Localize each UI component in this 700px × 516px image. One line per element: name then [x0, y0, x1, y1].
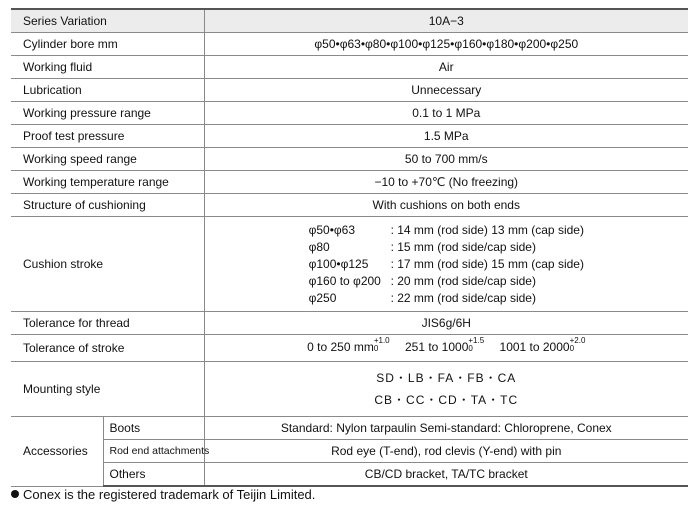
cushion-structure-row — [11, 194, 688, 217]
stroke-tolerance-label: Tolerance of stroke — [11, 335, 204, 362]
tolerance-fraction — [374, 337, 390, 353]
series-label: Series Variation — [11, 9, 204, 33]
bullet-icon — [11, 490, 19, 498]
cushion-stroke-row — [11, 217, 688, 312]
mounting-label: Mounting style — [11, 362, 204, 417]
cushion-stroke-length: : 17 mm (rod side) 15 mm (cap side) — [390, 256, 584, 271]
cushion-stroke-line — [309, 239, 584, 256]
temperature-label: Working temperature range — [11, 171, 204, 194]
others-label: Others — [103, 463, 204, 487]
stroke-tolerance-value — [204, 335, 688, 362]
thread-value: JIS6g/6H — [204, 312, 688, 335]
footnote-text: Conex is the registered trademark of Teijin Limited. — [23, 487, 316, 502]
accessories-label: Accessories — [11, 417, 103, 487]
cushion-stroke-label: Cushion stroke — [11, 217, 204, 312]
tolerance-fraction — [468, 337, 484, 353]
bore-value: φ50•φ63•φ80•φ100•φ125•φ160•φ180•φ200•φ250 — [204, 33, 688, 56]
tolerance-lower: 0 — [373, 344, 379, 353]
fluid-value: Air — [204, 56, 688, 79]
cushion-bore-size: φ80 — [308, 239, 330, 254]
lubrication-row — [11, 79, 688, 102]
temperature-value: −10 to +70℃ (No freezing) — [204, 171, 688, 194]
cushion-structure-value: With cushions on both ends — [204, 194, 688, 217]
specification-table — [11, 8, 688, 487]
lubrication-label: Lubrication — [11, 79, 204, 102]
pressure-label: Working pressure range — [11, 102, 204, 125]
proof-value: 1.5 MPa — [204, 125, 688, 148]
thread-row — [11, 312, 688, 335]
stroke-range: 0 to 250 mm — [307, 340, 374, 355]
cushion-bore-size: φ50•φ63 — [308, 222, 356, 237]
cushion-stroke-line — [309, 273, 584, 290]
thread-label: Tolerance for thread — [11, 312, 204, 335]
mounting-value — [204, 362, 688, 417]
pressure-value: 0.1 to 1 MPa — [204, 102, 688, 125]
footnote — [11, 487, 315, 502]
cushion-bore-size: φ100•φ125 — [308, 256, 369, 271]
cushion-stroke-value — [204, 217, 688, 312]
cushion-stroke-line — [309, 222, 584, 239]
cushion-stroke-length: : 20 mm (rod side/cap side) — [390, 273, 536, 288]
tolerance-upper: +1.0 — [373, 336, 390, 345]
mounting-row — [11, 362, 688, 417]
cushion-stroke-line — [309, 290, 584, 307]
speed-row — [11, 148, 688, 171]
boots-value: Standard: Nylon tarpaulin Semi-standard: Chloroprene, Conex — [204, 417, 688, 440]
stroke-range: 251 to 1000 — [404, 340, 469, 355]
stroke-tolerance-row — [11, 335, 688, 362]
stroke-range: 1001 to 2000 — [499, 340, 570, 355]
accessories-rod-end-row — [11, 440, 688, 463]
tolerance-lower: 0 — [468, 344, 473, 353]
bore-label: Cylinder bore mm — [11, 33, 204, 56]
tolerance-lower: 0 — [569, 344, 575, 353]
cushion-structure-label: Structure of cushioning — [11, 194, 204, 217]
mounting-line-1: SD・LB・FA・FB・CA — [376, 371, 517, 385]
cushion-bore-size: φ250 — [308, 290, 337, 305]
tolerance-upper: +1.5 — [468, 336, 485, 345]
speed-value: 50 to 700 mm/s — [204, 148, 688, 171]
temperature-row — [11, 171, 688, 194]
series-row — [11, 9, 688, 33]
cushion-stroke-line — [309, 256, 584, 273]
proof-row — [11, 125, 688, 148]
accessories-boots-row — [11, 417, 688, 440]
accessories-others-row — [11, 463, 688, 487]
lubrication-value: Unnecessary — [204, 79, 688, 102]
cushion-stroke-length: : 14 mm (rod side) 13 mm (cap side) — [390, 222, 584, 237]
fluid-label: Working fluid — [11, 56, 204, 79]
stroke-tolerance-item — [499, 336, 586, 355]
tolerance-upper: +2.0 — [569, 336, 586, 345]
rod-end-value: Rod eye (T-end), rod clevis (Y-end) with pin — [204, 440, 688, 463]
stroke-tolerance-item — [404, 336, 488, 355]
speed-label: Working speed range — [11, 148, 204, 171]
rod-end-label: Rod end attachments — [103, 440, 204, 463]
fluid-row — [11, 56, 688, 79]
pressure-row — [11, 102, 688, 125]
bore-row — [11, 33, 688, 56]
others-value: CB/CD bracket, TA/TC bracket — [204, 463, 688, 487]
series-value: 10A−3 — [204, 9, 688, 33]
cushion-bore-size: φ160 to φ200 — [308, 273, 381, 288]
stroke-tolerance-item — [307, 336, 393, 355]
cushion-stroke-length: : 22 mm (rod side/cap side) — [390, 290, 536, 305]
tolerance-fraction — [570, 337, 586, 353]
boots-label: Boots — [103, 417, 204, 440]
proof-label: Proof test pressure — [11, 125, 204, 148]
cushion-stroke-length: : 15 mm (rod side/cap side) — [390, 239, 536, 254]
cushion-stroke-list — [309, 222, 584, 307]
mounting-line-2: CB・CC・CD・TA・TC — [374, 393, 519, 407]
